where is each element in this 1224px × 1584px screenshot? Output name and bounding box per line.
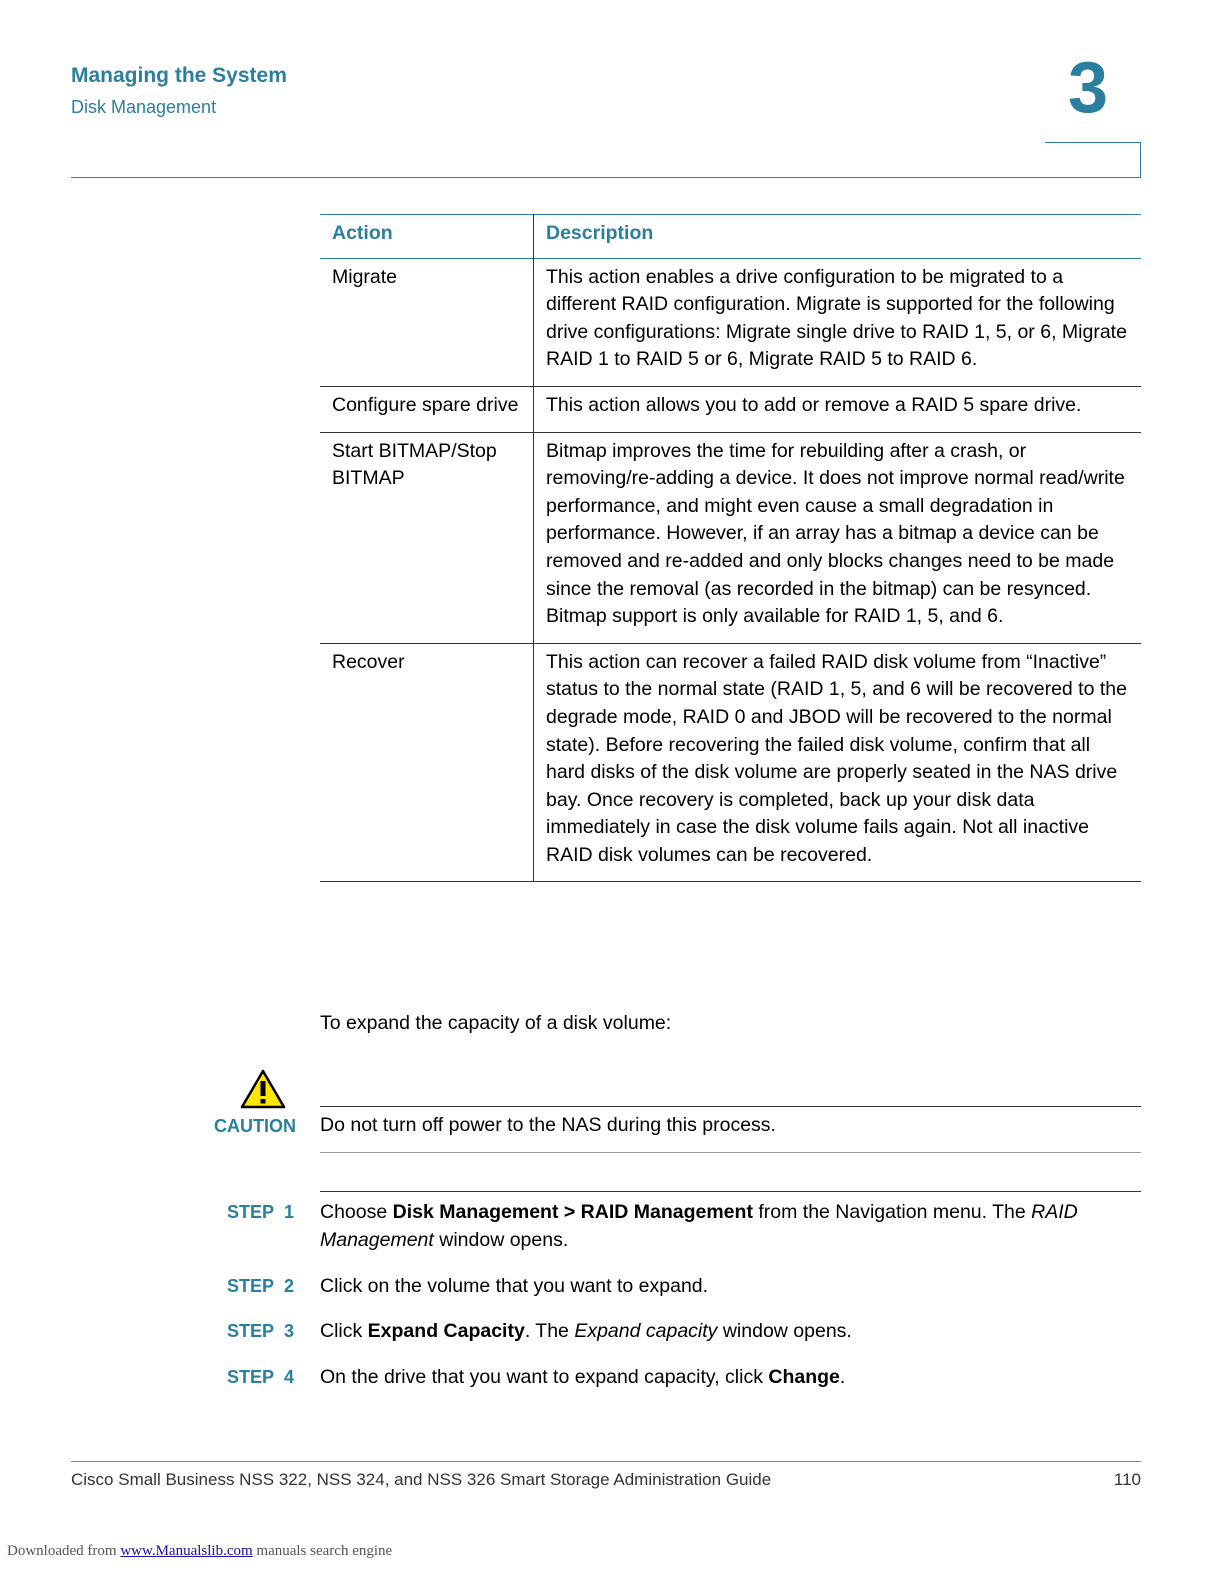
manualslib-link[interactable]: www.Manualslib.com [120,1543,253,1559]
table-row [320,386,1141,432]
footer-rule [71,1461,1141,1462]
caution-top-rule [320,1106,1141,1107]
step-text-run: Change [768,1366,840,1388]
step-text-run: Click [320,1320,368,1342]
footer-guide-title: Cisco Small Business NSS 322, NSS 324, and NSS 326 Smart Storage Administration Guide [71,1470,772,1489]
running-header-title: Managing the System [71,64,287,87]
warning-triangle-icon [240,1069,286,1109]
chapter-number: 3 [1068,48,1109,128]
description-cell: This action enables a drive configuration to be migrated to a different RAID configuration. Migrate is supported for the following drive configurations: Migrate single drive to RAID 1, 5, or 6, Migrate RAID 1 to RAID 5 or 6, Migrate RAID 5 to RAID 6. [546,265,1127,371]
description-cell: This action allows you to add or remove a RAID 5 spare drive. [546,393,1082,416]
step-text-run: . [839,1366,846,1388]
action-cell: Recover [320,643,534,882]
action-cell: Configure spare drive [320,386,534,432]
action-cell: Start BITMAP/Stop BITMAP [320,432,534,643]
step-text-run: window opens. [717,1320,852,1342]
header-rule [71,177,1141,178]
step-text-run: Choose [320,1201,393,1223]
step-text-run: On the drive that you want to expand capacity, click [320,1366,769,1388]
step-label: STEP 1 [227,1202,295,1222]
step-text [320,1273,1140,1301]
chapter-tab-side-rule [1140,142,1141,178]
table-row [320,432,1141,643]
step-text [320,1318,1140,1346]
step-label: STEP 2 [227,1276,295,1296]
step-text-run: Disk Management > RAID Management [392,1201,753,1223]
step-label: STEP 4 [227,1367,295,1387]
table-row [320,258,1141,386]
step-text-run: Click on the volume that you want to expand. [320,1275,709,1297]
description-cell: This action can recover a failed RAID disk volume from “Inactive” status to the normal state (RAID 1, 5, and 6 will be recovered to the degrade mode, RAID 0 and JBOD will be recovered to the normal state). Before recovering the failed disk volume, confirm that all hard disks of the disk volume are properly seated in the NAS drive bay. Once recovery is completed, back up your disk data immediately in case the disk volume fails again. Not all inactive RAID disk volumes can be recovered. [546,650,1127,866]
table-row [320,643,1141,882]
caution-bottom-rule [320,1152,1141,1153]
step-text [320,1364,1140,1392]
step-text-run: Expand capacity [574,1320,718,1342]
action-cell: Migrate [320,258,534,386]
step-text-run: RAID Management [320,1201,1078,1251]
steps-top-rule [320,1191,1141,1192]
step-text-run: window opens. [433,1228,569,1251]
step-text-run: Expand Capacity [367,1320,525,1342]
step-text [320,1199,1140,1254]
caution-label: CAUTION [214,1116,296,1136]
download-notice: Downloaded from www.Manualslib.com manuals search engine [7,1543,393,1559]
procedure-intro: To expand the capacity of a disk volume: [320,1012,672,1034]
description-cell: Bitmap improves the time for rebuilding after a crash, or removing/re-adding a device. It does not improve normal read/write performance, and might even cause a small degradation in performance. However, if an array has a bitmap a device can be removed and re-added and only blocks changes need to be made since the removal (as recorded in the bitmap) can be resynced. Bitmap support is only available for RAID 1, 5, and 6. [546,439,1125,628]
step-label: STEP 3 [227,1321,295,1341]
column-header-action: Action [320,215,534,259]
step-text-run: . The [524,1320,575,1342]
column-header-description: Description [546,222,654,244]
chapter-tab-top-rule [1045,142,1141,143]
step-text-run: from the Navigation menu. The [752,1201,1032,1223]
table-header-row [320,215,1141,259]
running-header-subtitle: Disk Management [71,97,217,117]
page-number: 110 [1113,1470,1141,1489]
caution-text: Do not turn off power to the NAS during this process. [320,1114,776,1136]
raid-actions-table [320,214,1141,882]
